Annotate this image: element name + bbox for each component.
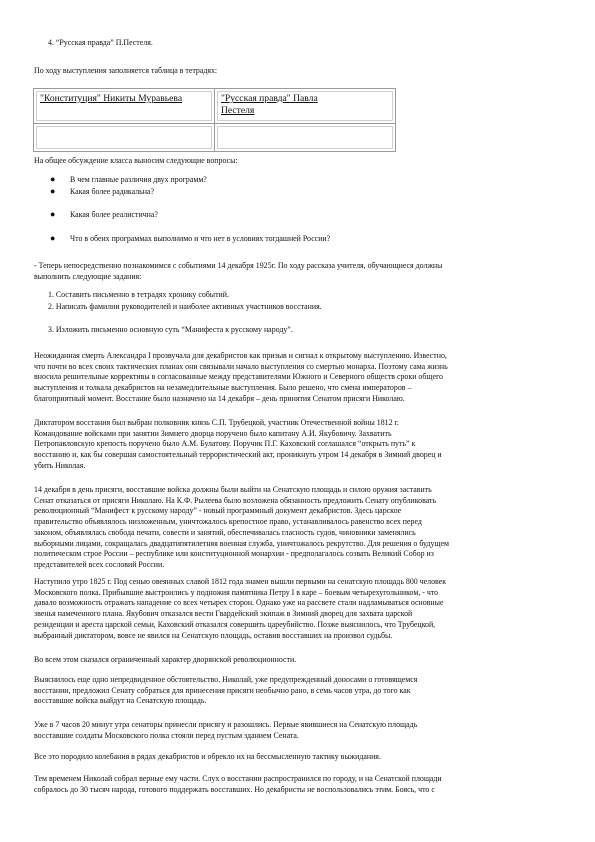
paragraph-manifesto: 14 декабря в день присяги, восставшие войска должны были выйти на Сенатскую площадь и силою оружия заставить Сенат отказаться от присяги Николаю. На К.Ф. Рылеева было возложена обязанность предложить Сенату опубликовать революционный “Манифест к русскому народу” - новый программный документ декабристов. Здесь царское правительство объявлялось низложенным, уничтожалось крепостное право, устанавливалось равенство всех перед законом, объявлялась свобода печати, совести и занятий, обеспечивалась гласность судов, чиновники заменялись выборными лицами, сокращалась двадцатипятилетняя военная служба, уничтожалось рекрутство. Для решения о будущем политическом строе России – республике или конституционной монархии - предполагалось созвать Великий Собор из представителей всех сословий России.: [34, 485, 450, 569]
list-item-4: 4. “Русская правда” П.Пестеля.: [48, 38, 153, 47]
question-item: Какая более реалистична?: [70, 210, 158, 219]
table-header-cell-2: [215, 89, 396, 124]
empty-cell: [217, 126, 393, 149]
table-header-pestel: "Русская правда" Павла Пестеля: [217, 91, 393, 121]
empty-cell: [36, 126, 212, 149]
paragraph-hesitation: Все это породило колебания в рядах декабристов и обрекло их на бессмысленную тактику выжидания.: [34, 752, 381, 761]
bullet-icon: ●: [50, 233, 56, 243]
notes-table: [33, 88, 396, 152]
question-item: Что в обеих программах выполнимо и что нет в условиях тогдашней России?: [70, 234, 331, 243]
paragraph-crowd: Тем временем Николай собрал верные ему части. Слух о восстании распространился по городу, и на Сенатской площади собралось до 30 тысяч народа, готового поддержать восставших. Но декабристы не воспользовались этим. Боясь, что с: [34, 774, 442, 794]
table-body-cell-2: [215, 124, 396, 152]
paragraph-limited-character: Во всем этом сказался ограниченный характер дворянской революционности.: [34, 655, 297, 664]
table-body-cell-1: [34, 124, 215, 152]
task-intro-line: - Теперь непосредственно познакомимся с событиями 14 декабря 1925г. По ходу рассказа учителя, обучающиеся должны: [34, 261, 443, 270]
task-item: 2. Написать фамилии руководителей и наиболее активных участников восстания.: [48, 302, 322, 311]
paragraph-dictator: Диктатором восстания был выбран полковник князь С.П. Трубецкой, участник Отечественной войны 1812 г. Командование войсками при занятии Зимнего дворца поручено было капитану А.И. Якубовичу. Захватить Петропавловскую крепость поручено было А.М. Булатову. Поручик П.Г. Каховский соглашался “открыть путь” к восстанию и, как бы совершая самостоятельный террористический акт, проникнуть утром 14 декабря в Зимний дворец и убить Николая.: [34, 418, 442, 470]
bullet-icon: ●: [50, 209, 56, 219]
table-intro: По ходу выступления заполняется таблица в тетрадях:: [34, 66, 218, 75]
question-item: В чем главные различия двух программ?: [70, 175, 207, 184]
bullet-icon: ●: [50, 186, 56, 196]
table-header-cell-1: [34, 89, 215, 124]
bullet-icon: ●: [50, 174, 56, 184]
question-item: Какая более радикальна?: [70, 187, 154, 196]
task-item: 3. Изложить письменно основную суть “Манифеста к русскому народу”.: [48, 325, 293, 334]
task-intro-line: выполнить следующие задания:: [34, 272, 142, 281]
paragraph-morning: Наступило утро 1825 г. Под сенью овеянных славой 1812 года знамен вышли первыми на сенатскую площадь 800 человек Московского полка. Прибывшие выстроились у подножия памятника Петру I в каре – боевым четырехугольником, - что давало возможность отражать нападение со всех четырех сторон. Однако уже на рассвете стали надламываться основные звенья намеченного плана. Якубович отказался вести Гвардейский экипаж в Зимний дворец для захвата царской резиденции и ареста царской семьи, Каховский отказался совершить цареубийство. Позже выяснилось, что Трубецкой, выбранный диктатором, вовсе не явился на Сенатскую площадь, оставив восставших на произвол судьбы.: [34, 577, 447, 640]
task-item: 1. Составить письменно в тетрадях хронику событий.: [48, 290, 229, 299]
paragraph-oath: Уже в 7 часов 20 минут утра сенаторы принесли присягу и разошлись. Первые явившиеся на Сенатскую площадь восставшие солдаты Московского полка стояли перед пустым зданием Сената.: [34, 720, 418, 740]
paragraph-nicholas-warned: Выяснилось еще одно непредвиденное обстоятельство. Николай, уже предупрежденный доносами о готовящемся восстании, предложил Сенату собраться для принесения присяги необычно рано, в семь часов утра, до того как восставшие войска выйдут на Сенатскую площадь.: [34, 675, 418, 706]
questions-intro: На общее обсуждение класса выносим следующие вопросы:: [34, 156, 238, 165]
table-header-muravyov: "Конституция" Никиты Муравьева: [36, 91, 212, 121]
paragraph-alexander-death: Неожиданная смерть Александра I прозвучала для декабристов как призыв и сигнал к открытому выступлению. Известно, что почти во всех своих тактических планах они связывали начало выступления со смертью монарха. Поэтому сама жизнь вносила решительные коррективы в согласованные между представителями Южного и Северного обществ сроки общего выступления и толкала декабристов на незамедлительные выступления. Было решено, что смена императоров – благоприятный момент. Восстание было назначено на 14 декабря – день принятия Сенатом присяги Николаю.: [34, 351, 448, 403]
